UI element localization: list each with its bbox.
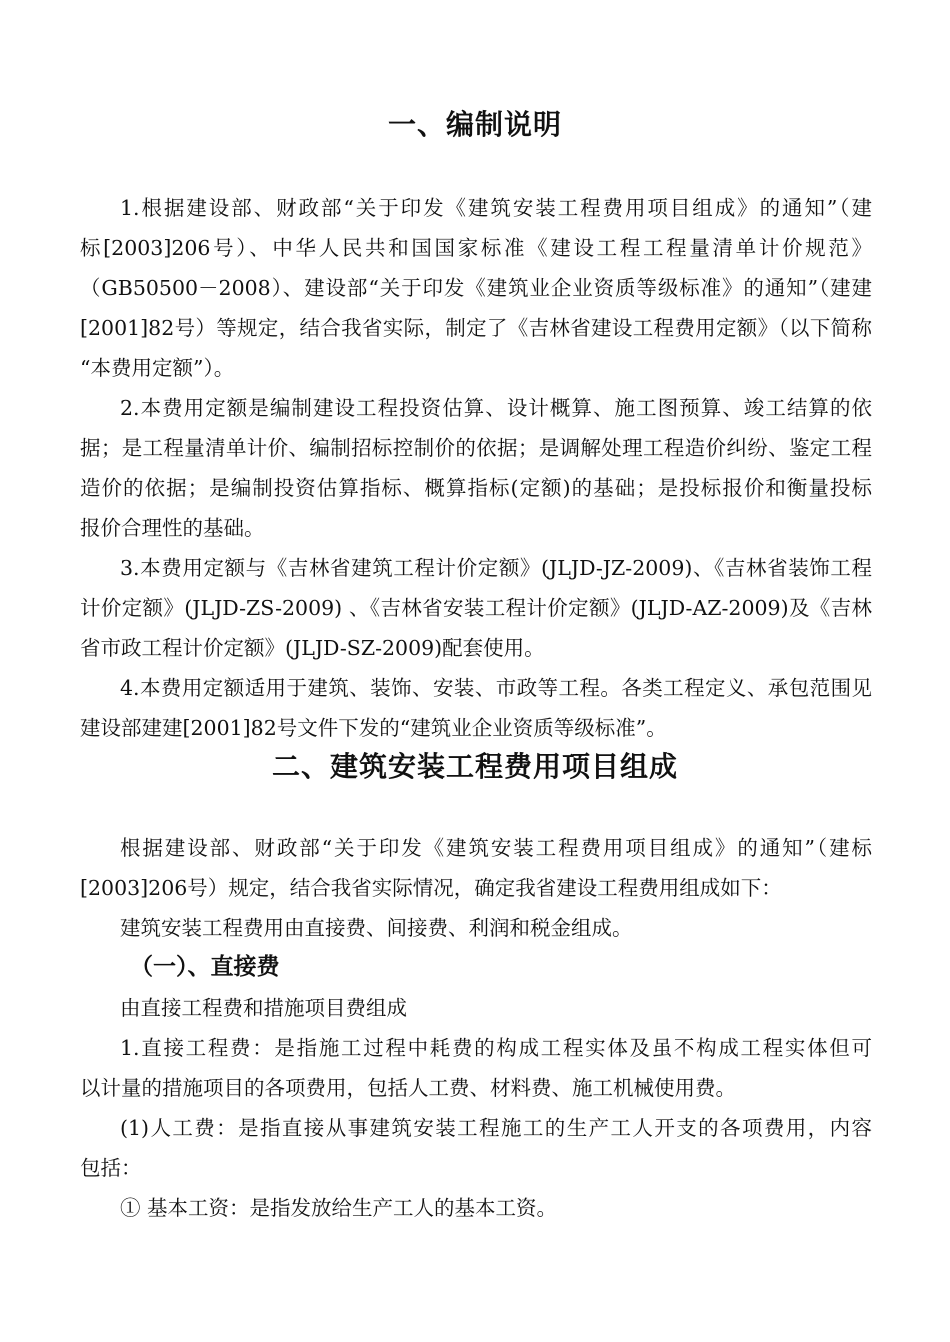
subsection-direct-cost-title: （一）、直接费 <box>130 954 280 980</box>
section-2-title: 二、建筑安装工程费用项目组成 <box>271 750 678 783</box>
section-1-title: 一、编制说明 <box>387 108 562 141</box>
direct-cost-intro: 由直接工程费和措施项目费组成 <box>120 996 407 1020</box>
s1-p1-line-1: 1.根据建设部、财政部“关于印发《建筑安装工程费用项目组成》的通知”（建 <box>120 196 872 220</box>
s1-p1-line-2: 标[2003]206号）、中华人民共和国国家标准《建设工程工程量清单计价规范》 <box>80 236 872 260</box>
item-1-line-2: 以计量的措施项目的各项费用，包括人工费、材料费、施工机械使用费。 <box>80 1076 736 1100</box>
item-1-1-a: ① 基本工资：是指发放给生产工人的基本工资。 <box>120 1196 558 1220</box>
s1-p1-line-5: “本费用定额”）。 <box>80 356 235 380</box>
s1-p1-line-3: （GB50500－2008）、建设部“关于印发《建筑业企业资质等级标准》的通知”（建建 <box>80 276 872 300</box>
s1-p4-line-2: 建设部建建[2001]82号文件下发的“建筑业企业资质等级标准”。 <box>80 716 667 740</box>
s1-p2-line-3: 造价的依据；是编制投资估算指标、概算指标(定额)的基础；是投标报价和衡量投标 <box>80 476 872 500</box>
s1-p2-line-1: 2.本费用定额是编制建设工程投资估算、设计概算、施工图预算、竣工结算的依 <box>120 396 872 420</box>
s2-p2: 建筑安装工程费用由直接费、间接费、利润和税金组成。 <box>120 916 633 940</box>
s1-p1-line-4: [2001]82号）等规定，结合我省实际，制定了《吉林省建设工程费用定额》（以下简称 <box>80 316 872 340</box>
s1-p4-line-1: 4.本费用定额适用于建筑、装饰、安装、市政等工程。各类工程定义、承包范围见 <box>120 676 872 700</box>
s1-p3-line-3: 省市政工程计价定额》(JLJD-SZ-2009)配套使用。 <box>80 636 545 660</box>
item-1-1-line-2: 包括： <box>80 1156 142 1180</box>
s2-p1-line-2: [2003]206号）规定，结合我省实际情况，确定我省建设工程费用组成如下： <box>80 876 782 900</box>
item-1-1-line-1: (1)人工费：是指直接从事建筑安装工程施工的生产工人开支的各项费用，内容 <box>120 1116 872 1140</box>
s1-p2-line-2: 据；是工程量清单计价、编制招标控制价的依据；是调解处理工程造价纠纷、鉴定工程 <box>80 436 872 460</box>
s1-p3-line-1: 3.本费用定额与《吉林省建筑工程计价定额》(JLJD-JZ-2009)、《吉林省装饰工程 <box>120 556 872 580</box>
item-1-line-1: 1.直接工程费：是指施工过程中耗费的构成工程实体及虽不构成工程实体但可 <box>120 1036 872 1060</box>
s1-p2-line-4: 报价合理性的基础。 <box>80 516 265 540</box>
s1-p3-line-2: 计价定额》(JLJD-ZS-2009) 、《吉林省安装工程计价定额》(JLJD-AZ-2009)及《吉林 <box>80 596 872 620</box>
s2-p1-line-1: 根据建设部、财政部“关于印发《建筑安装工程费用项目组成》的通知”（建标 <box>120 836 872 860</box>
